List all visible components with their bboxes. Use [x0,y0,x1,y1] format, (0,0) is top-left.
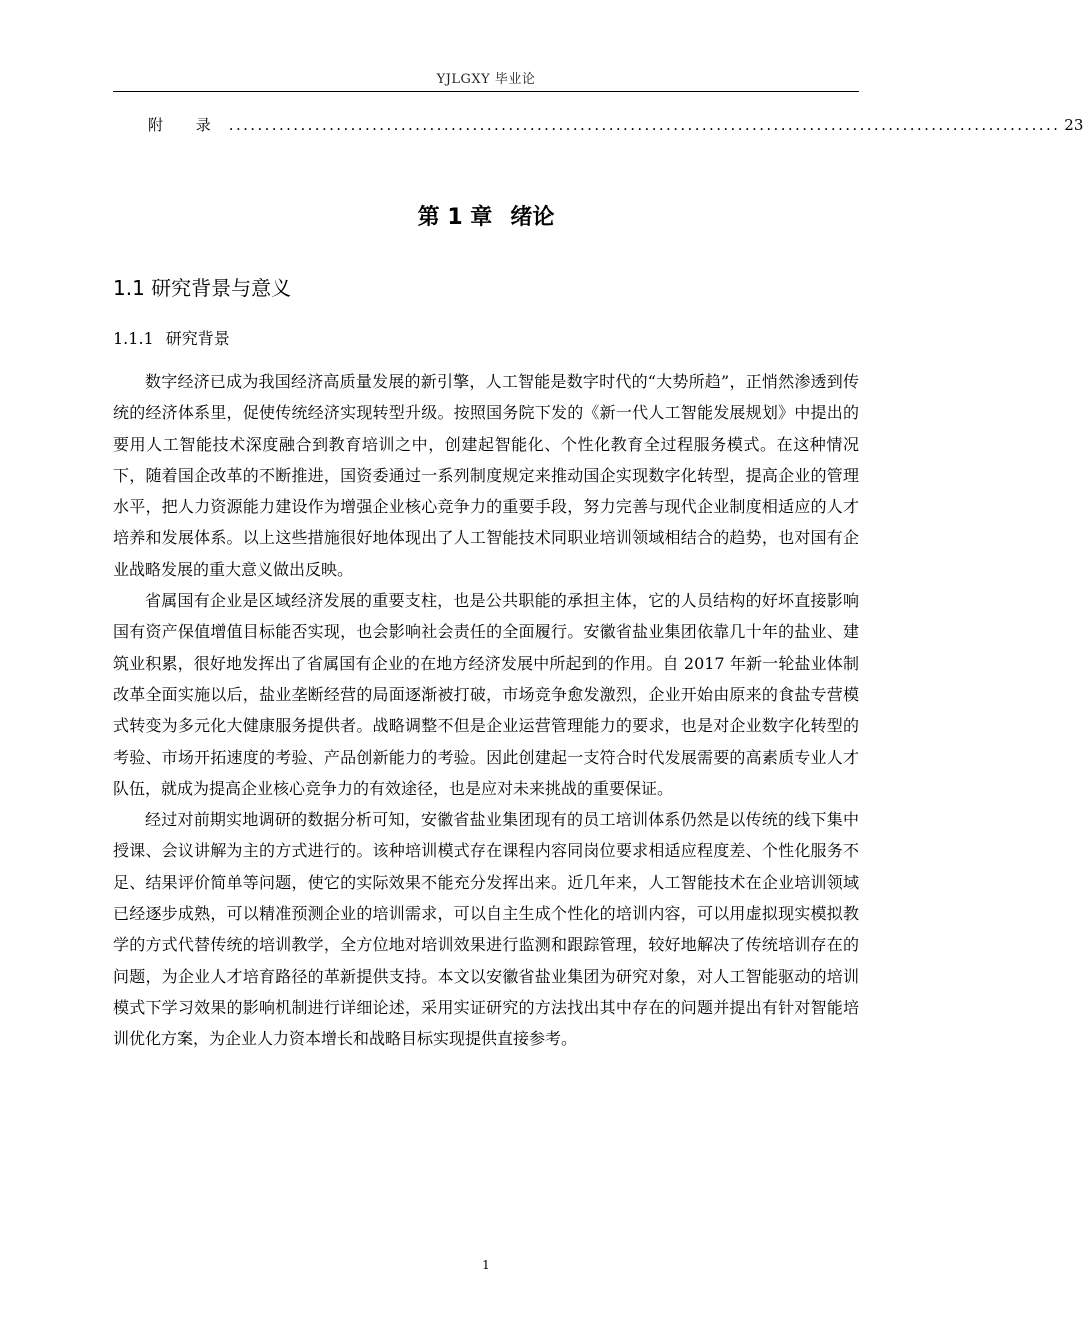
header-rule [113,91,859,92]
chapter-number: 第 1 章 [417,205,493,230]
subsection-heading [113,326,230,349]
subsection-title: 研究背景 [165,329,230,348]
toc-entry-appendix[interactable] [148,114,1083,135]
subsection-number: 1.1.1 [113,329,154,348]
section-heading: 1.1 研究背景与意义 [113,276,292,300]
chapter-title [113,200,859,231]
toc-entry-page: 23 [1064,116,1083,134]
page-number: 1 [482,1258,490,1272]
toc-leader-dots: .................................................................................................................... [228,116,1061,134]
chapter-name: 绪论 [510,205,555,230]
paragraph: 省属国有企业是区域经济发展的重要支柱，也是公共职能的承担主体，它的人员结构的好坏直接影响国有资产保值增值目标能否实现，也会影响社会责任的全面履行。安徽省盐业集团依靠几十年的盐业、建筑业积累，很好地发挥出了省属国有企业的在地方经济发展中所起到的作用。自 2017 年新一轮盐业体制改革全面实施以后，盐业垄断经营的局面逐渐被打破，市场竞争愈发激烈，企业开始由原来的食盐专营模式转变为多元化大健康服务提供者。战略调整不但是企业运营管理能力的要求，也是对企业数字化转型的考验、市场开拓速度的考验、产品创新能力的考验。因此创建起一支符合时代发展需要的高素质专业人才队伍，就成为提高企业核心竞争力的有效途径，也是应对未来挑战的重要保证。 [113,591,859,798]
paragraph: 经过对前期实地调研的数据分析可知，安徽省盐业集团现有的员工培训体系仍然是以传统的线下集中授课、会议讲解为主的方式进行的。该种培训模式存在课程内容同岗位要求相适应程度差、个性化服务不足、结果评价简单等问题，使它的实际效果不能充分发挥出来。近几年来，人工智能技术在企业培训领域已经逐步成熟，可以精准预测企业的培训需求，可以自主生成个性化的培训内容，可以用虚拟现实模拟教学的方式代替传统的培训教学，全方位地对培训效果进行监测和跟踪管理，较好地解决了传统培训存在的问题，为企业人才培育路径的革新提供支持。本文以安徽省盐业集团为研究对象，对人工智能驱动的培训模式下学习效果的影响机制进行详细论述，采用实证研究的方法找出其中存在的问题并提出有针对智能培训优化方案，为企业人力资本增长和战略目标实现提供直接参考。 [113,810,859,1049]
page-header: YJLGXY 毕业论 [436,72,536,87]
paragraph: 数字经济已成为我国经济高质量发展的新引擎，人工智能是数字时代的“大势所趋”，正悄然渗透到传统的经济体系里，促使传统经济实现转型升级。按照国务院下发的《新一代人工智能发展规划》中提出的要用人工智能技术深度融合到教育培训之中，创建起智能化、个性化教育全过程服务模式。在这种情况下，随着国企改革的不断推进，国资委通过一系列制度规定来推动国企实现数字化转型，提高企业的管理水平，把人力资源能力建设作为增强企业核心竞争力的重要手段，努力完善与现代企业制度相适应的人才培养和发展体系。以上这些措施很好地体现出了人工智能技术同职业培训领域相结合的趋势，也对国有企业战略发展的重大意义做出反映。 [113,372,859,579]
toc-entry-label: 附 录 [148,116,225,134]
body-text [113,366,859,1055]
